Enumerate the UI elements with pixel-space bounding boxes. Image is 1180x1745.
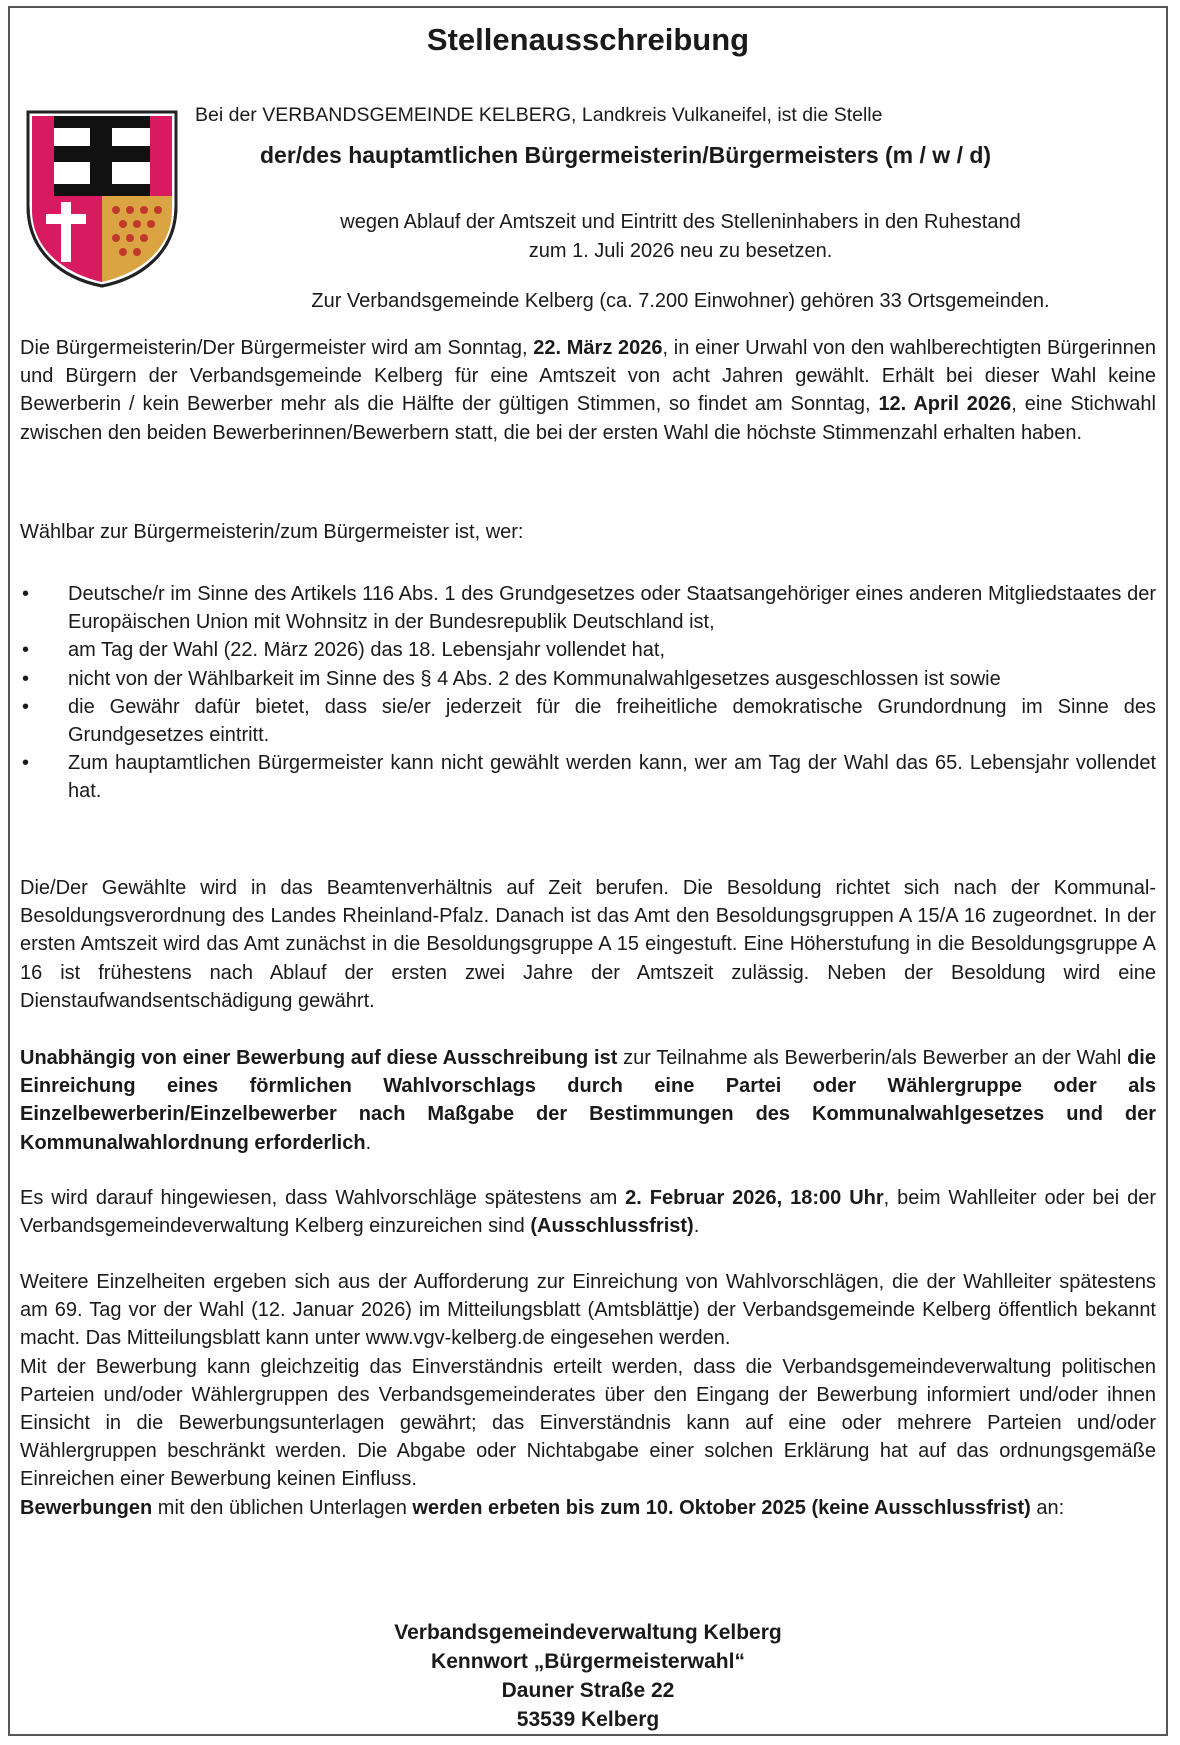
deadline-text-2: , beim Wahlleiter oder bei der Verbandsgemeindeverwaltung Kelberg einzureichen sind [20, 1187, 1156, 1238]
deadline-exclusion: (Ausschlussfrist) [530, 1215, 694, 1238]
intro-text: Bei der VERBANDSGEMEINDE KELBERG, Landkreis Vulkaneifel, ist die Stelle [195, 104, 883, 126]
nomination-bold-1: Unabhängig von einer Bewerbung auf diese Ausschreibung ist [20, 1047, 618, 1069]
deadline-date: 2. Februar 2026, 18:00 Uhr [625, 1187, 884, 1209]
requirement-item: • Zum hauptamtlichen Bürgermeister kann nicht gewählt werden kann, wer am Tag der Wahl das 65. Lebensjahr vollendet hat. [20, 749, 1156, 805]
municipality-info: Zur Verbandsgemeinde Kelberg (ca. 7.200 Einwohner) gehören 33 Ortsgemeinden. [311, 290, 1050, 312]
address-line-2: Kennwort „Bürgermeisterwahl“ [431, 1650, 745, 1673]
nomination-text-1: zur Teilnahme als Bewerberin/als Bewerber an der Wahl [617, 1047, 1128, 1069]
apply-text-1: mit den üblichen Unterlagen [152, 1496, 413, 1519]
requirement-item: • am Tag der Wahl (22. März 2026) das 18. Lebensjahr vollendet hat, [20, 636, 1156, 664]
coat-of-arms-icon [24, 110, 180, 288]
address-line-4: 53539 Kelberg [516, 1708, 660, 1731]
address-line-1: Verbandsgemeindeverwaltung Kelberg [394, 1621, 782, 1644]
deadline-text-1: Es wird darauf hingewiesen, dass Wahlvorschläge spätestens am [20, 1187, 626, 1209]
requirement-item: • nicht von der Wählbarkeit im Sinne des § 4 Abs. 2 des Kommunalwahlgesetzes ausgeschlossen ist sowie [20, 665, 1156, 693]
apply-text-2: an: [1030, 1496, 1065, 1519]
apply-text [20, 1494, 1156, 1522]
vacancy-reason [195, 208, 1166, 266]
nomination-paragraph [20, 1044, 1156, 1157]
election-text-3: , eine Stichwahl zwischen den beiden Bewerberinnen/Bewerbern statt, die bei der ersten Wahl die höchste Stimmenzahl erhalten haben. [20, 393, 1156, 444]
nomination-bold-2: die Einreichung eines förmlichen Wahlvorschlags durch eine Partei oder Wählergruppe oder als Einzelbewerberin/Einzelbewerber nach Maßgabe der Bestimmungen des Kommunalwahlgesetzes und der Kommunalwahlordnung erforderlich [20, 1047, 1156, 1154]
details-paragraph [20, 1268, 1156, 1522]
position-title: der/des hauptamtlichen Bürgermeisterin/Bürgermeisters (m / w / d) [260, 142, 992, 168]
requirements-list [20, 580, 1156, 806]
requirement-item: • die Gewähr dafür bietet, dass sie/er jederzeit für die freiheitliche demokratische Grundordnung im Sinne des Grundgesetzes eintritt. [20, 693, 1156, 749]
reason-line-2: zum 1. Juli 2026 neu zu besetzen. [528, 240, 833, 262]
election-paragraph [20, 334, 1156, 447]
election-text-1: Die Bürgermeisterin/Der Bürgermeister wird am Sonntag, [20, 337, 534, 359]
election-date-2: 12. April 2026 [878, 393, 1012, 416]
election-text-2: , in einer Urwahl von den wahlberechtigten Bürgerinnen und Bürgern der Verbandsgemeinde Kelberg für eine Amtszeit von acht Jahren gewählt. Erhält bei dieser Wahl keine Bewerberin / kein Bewerber mehr als die Hälfte der gültigen Stimmen, so findet am Sonntag, [20, 337, 1156, 416]
reason-line-1: wegen Ablauf der Amtszeit und Eintritt des Stelleninhabers in den Ruhestand [340, 211, 1021, 233]
requirement-item: • Deutsche/r im Sinne des Artikels 116 Abs. 1 des Grundgesetzes oder Staatsangehöriger eines anderen Mitgliedstaates der Europäischen Union mit Wohnsitz in der Bundesrepublik Deutschland ist, [20, 580, 1156, 636]
election-date-1: 22. März 2026 [533, 337, 663, 359]
address-line-3: Dauner Straße 22 [501, 1679, 675, 1702]
deadline-paragraph [20, 1184, 1156, 1240]
job-advertisement [8, 6, 1168, 1736]
apply-bold-1: Bewerbungen [20, 1496, 153, 1519]
page-title: Stellenausschreibung [426, 22, 750, 57]
eligibility-intro: Wählbar zur Bürgermeisterin/zum Bürgermeister ist, wer: [20, 521, 524, 543]
details-text: Weitere Einzelheiten ergeben sich aus der Aufforderung zur Einreichung von Wahlvorschlägen, die der Wahlleiter spätestens am 69. Tag vor der Wahl (12. Januar 2026) im Mitteilungsblatt (Amtsblättje) der Verbandsgemeinde Kelberg öffentlich bekannt macht. Das Mitteilungsblatt kann unter www.vgv-kelberg.de eingesehen werden. [20, 1271, 1156, 1350]
deadline-text-3: . [693, 1215, 700, 1238]
apply-bold-2: werden erbeten bis zum 10. Oktober 2025 (keine Ausschlussfrist) [412, 1496, 1031, 1519]
nomination-text-2: . [365, 1131, 372, 1154]
address-block [10, 1618, 1166, 1734]
salary-paragraph: Die/Der Gewählte wird in das Beamtenverhältnis auf Zeit berufen. Die Besoldung richtet sich nach der Kommunal-Besoldungsverordnung des Landes Rheinland-Pfalz. Danach ist das Amt den Besoldungsgruppen A 15/A 16 zugeordnet. In der ersten Amtszeit wird das Amt zunächst in die Besoldungsgruppe A 15 eingestuft. Eine Höherstufung in die Besoldungsgruppe A 16 ist frühestens nach Ablauf der ersten zwei Jahre der Amtszeit zulässig. Neben der Besoldung wird eine Dienstaufwandsentschädigung gewährt. [20, 877, 1156, 1012]
consent-text: Mit der Bewerbung kann gleichzeitig das Einverständnis erteilt werden, dass die Verbandsgemeindeverwaltung politischen Parteien und/oder Wählergruppen des Verbandsgemeinderates über den Eingang der Bewerbung informiert und/oder ihnen Einsicht in die Bewerbungsunterlagen gewährt; das Einverständnis kann auf eine oder mehrere Parteien und/oder Wählergruppen beschränkt werden. Die Abgabe oder Nichtabgabe einer solchen Erklärung hat auf das ordnungsgemäße Einreichen einer Bewerbung keinen Einfluss. [20, 1355, 1156, 1491]
